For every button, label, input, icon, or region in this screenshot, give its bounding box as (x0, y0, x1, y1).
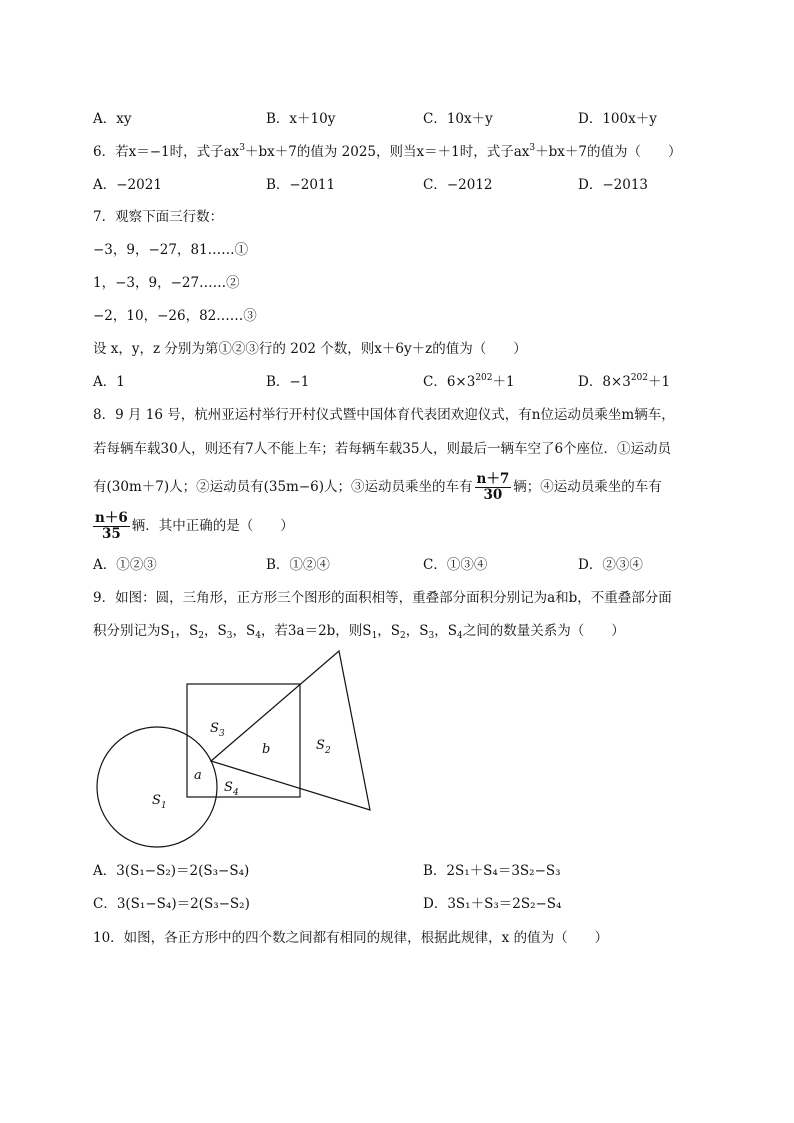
figure-label-b: b (262, 742, 271, 757)
q7-option-c-post: ＋1 (492, 374, 515, 390)
q8-option-d: D．②③④ (578, 557, 643, 573)
q10-line-1: 10．如图，各正方形中的四个数之间都有相同的规律，根据此规律，x 的值为（ ） (93, 930, 609, 946)
svg-text:2: 2 (325, 746, 331, 756)
q9-s3-sub: 3 (226, 631, 233, 641)
q6-option-b: B．−2011 (266, 177, 336, 193)
q7-option-a: A．1 (93, 374, 125, 390)
q6-option-d: D．−2013 (578, 177, 648, 193)
q6-text-3: ＋bx＋7的值为（ ） (535, 144, 682, 160)
q6-option-a: A．−2021 (93, 177, 162, 193)
q5-option-b: B．x＋10y (266, 111, 336, 127)
figure-label-s1 (152, 793, 167, 811)
q9-s1-sub: 1 (169, 631, 176, 641)
q7-row-1: −3，9，−27，81……① (93, 242, 249, 258)
q6-text-1: 6．若x＝−1时，式子ax (93, 144, 240, 160)
q6-option-c: C．−2012 (423, 177, 493, 193)
q9-s3b-sub: 3 (428, 631, 435, 641)
q9-line-2: 积分别记为$S_1$，$S_2$，$S_3$，$S_4$，若3a＝2b，则$S_1$，$S_2$，$S_3$，$S_4$之间的数量关系为（ ） (93, 623, 625, 641)
svg-text:S: S (224, 780, 233, 795)
q8-option-b: B．①②④ (266, 557, 330, 573)
q9-s4b-sub: 4 (457, 631, 463, 641)
figure-label-s4 (224, 780, 239, 798)
svg-text:3: 3 (219, 729, 225, 739)
q9-line-1: 9．如图：圆，三角形，正方形三个图形的面积相等，重叠部分面积分别记为a和b，不重叠部分面 (93, 590, 672, 606)
q6-exp-2: 3 (529, 143, 536, 153)
q8-line-4-post: 辆．其中正确的是（ ） (131, 518, 294, 534)
q7-question: 设 x，y，z 分别为第①②③行的 202 个数，则x＋6y＋z的值为（ ） (93, 341, 527, 357)
q7-row-2: 1，−3，9，−27……② (93, 275, 240, 291)
q9-s2-sub: 2 (198, 631, 204, 641)
svg-text:S: S (210, 721, 219, 736)
q8-line-3-pre: 有(30m＋7)人；②运动员有(35m−6)人；③运动员乘坐的车有 (93, 479, 473, 495)
q9-line-2-end: 之间的数量关系为（ ） (462, 623, 625, 639)
q8-fraction-1-numerator: n＋7 (476, 471, 510, 487)
q9-line-2-post: ，若3a＝2b，则S (260, 623, 372, 639)
q8-fraction-2-numerator: n＋6 (95, 510, 128, 526)
q9-option-c: C．3(S₁−S₄)＝2(S₃−S₂) (93, 896, 250, 912)
q9-s2b-sub: 2 (400, 631, 406, 641)
q7-intro: 7．观察下面三行数： (93, 209, 224, 225)
svg-text:4: 4 (233, 788, 239, 798)
q7-option-d-post: ＋1 (648, 374, 671, 390)
q8-line-1: 8．9 月 16 号，杭州亚运村举行开村仪式暨中国体育代表团欢迎仪式，有n位运动员乘坐m辆车， (93, 407, 675, 423)
figure-label-s3 (210, 721, 225, 739)
q7-option-c-exp: 202 (475, 373, 493, 383)
figure-label-a: a (194, 768, 202, 783)
q9-s4-sub: 4 (255, 631, 261, 641)
q5-option-a: A．xy (93, 111, 132, 127)
q9-option-d: D．3S₁＋S₃＝2S₂−S₄ (423, 896, 562, 912)
q9-option-a: A．3(S₁−S₂)＝2(S₃−S₄) (93, 863, 250, 879)
q7-row-3: −2，10，−26，82……③ (93, 308, 257, 324)
q8-fraction-1-denominator: 30 (483, 487, 503, 503)
q8-option-a: A．①②③ (93, 557, 157, 573)
q7-option-d-exp: 202 (630, 373, 649, 383)
q5-option-d: D．100x＋y (578, 111, 657, 127)
q9-line-2-pre: 积分别记为S (93, 623, 170, 639)
q6-exp-1: 3 (239, 143, 245, 153)
q8-line-3-mid: 辆；④运动员乘坐的车有 (513, 479, 662, 495)
q7-option-d-pre: D．8×3 (578, 374, 631, 390)
q8-line-2: 若每辆车载30人，则还有7人不能上车；若每辆车载35人，则最后一辆车空了6个座位．①运动员 (93, 441, 672, 457)
q8-fraction-2-denominator: 35 (101, 526, 121, 542)
q7-option-b: B．−1 (266, 374, 310, 390)
svg-text:1: 1 (161, 801, 167, 811)
q9-s1b-sub: 1 (371, 631, 378, 641)
figure-label-s2 (316, 738, 331, 756)
figure-square (187, 684, 300, 797)
q9-option-b: B．2S₁＋S₄＝3S₂−S₃ (423, 863, 561, 879)
q7-option-c-pre: C．6×3 (423, 374, 476, 390)
figure-triangle (211, 651, 370, 810)
q6-text-2: ＋bx＋7的值为 2025，则当x＝＋1时，式子ax (245, 144, 530, 160)
svg-text:S: S (316, 738, 325, 753)
svg-text:S: S (152, 793, 161, 808)
q8-option-c: C．①③④ (423, 557, 488, 573)
figure-circle (97, 727, 217, 847)
q5-option-c: C．10x＋y (423, 111, 493, 127)
